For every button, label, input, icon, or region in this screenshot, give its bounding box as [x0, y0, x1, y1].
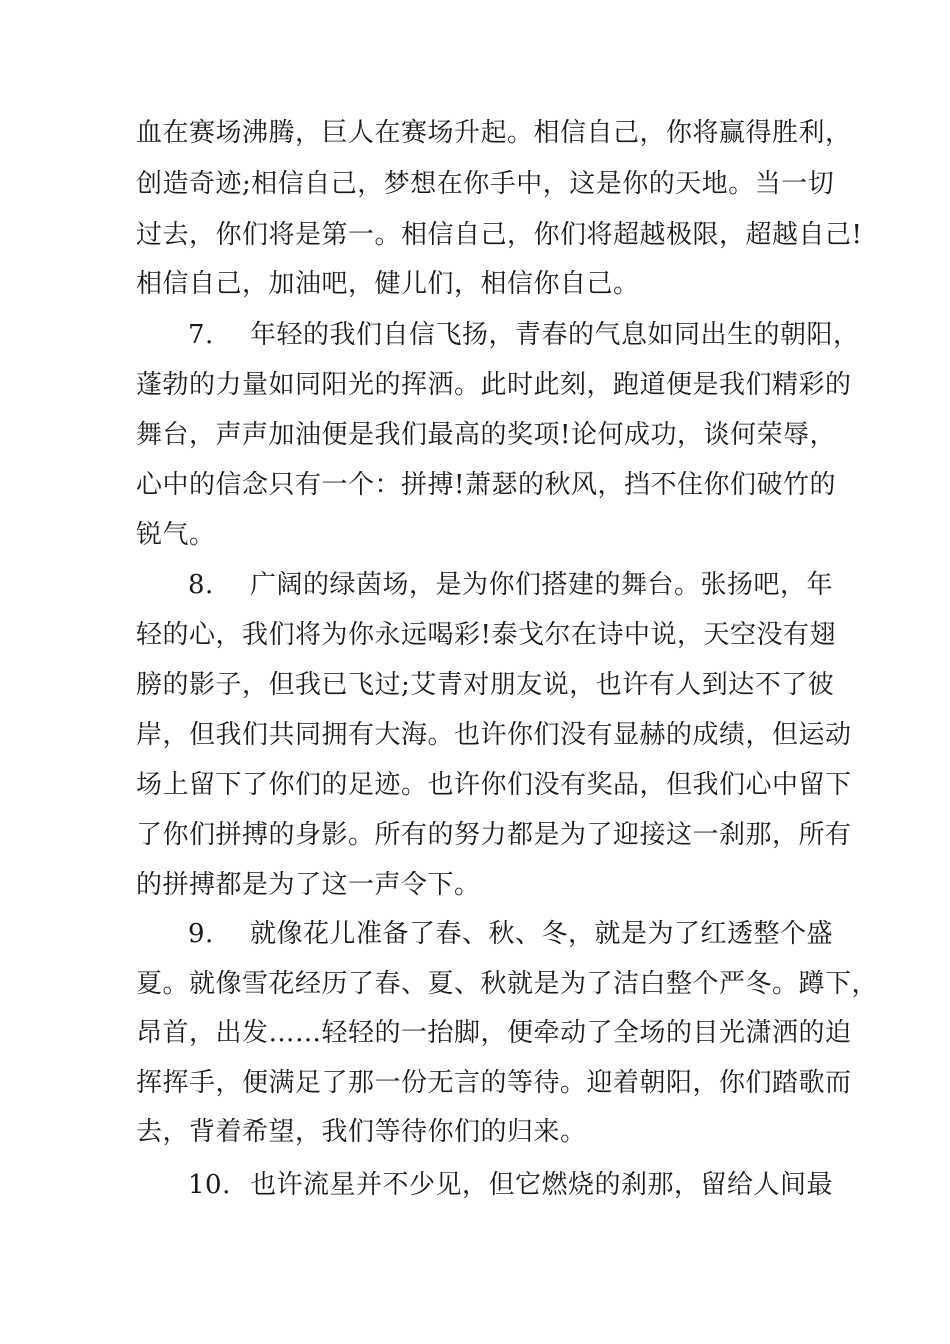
text-line: 蓬勃的力量如同阳光的挥洒。此时此刻，跑道便是我们精彩的	[136, 370, 852, 400]
text-line: 就像花儿准备了春、秋、冬，就是为了红透整个盛	[250, 919, 834, 949]
text-line: 昂首，出发……轻轻的一抬脚，便牵动了全场的目光潇洒的迫	[136, 1018, 852, 1048]
text-line: 血在赛场沸腾，巨人在赛场升起。相信自己，你将赢得胜利，	[136, 118, 852, 148]
text-line: 心中的信念只有一个：拼搏!萧瑟的秋风，挡不住你们破竹的	[136, 470, 836, 500]
text-line: 夏。就像雪花经历了春、夏、秋就是为了洁白整个严冬。蹲下，	[136, 969, 879, 999]
text-line: 舞台，声声加油便是我们最高的奖项!论何成功，谈何荣辱，	[136, 420, 836, 450]
text-line: 过去，你们将是第一。相信自己，你们将超越极限，超越自己!	[136, 220, 863, 250]
text-line: 的拼搏都是为了这一声令下。	[136, 870, 481, 900]
text-line: 广阔的绿茵场，是为你们搭建的舞台。张扬吧，年	[250, 570, 834, 600]
item-number: 10.	[188, 1170, 231, 1200]
text-line: 也许流星并不少见，但它燃烧的刹那，留给人间最	[250, 1170, 834, 1200]
item-number: 8.	[188, 570, 214, 600]
text-line: 了你们拼搏的身影。所有的努力都是为了迎接这一刹那，所有	[136, 820, 852, 850]
text-line: 相信自己，加油吧，健儿们，相信你自己。	[136, 269, 640, 299]
text-line: 锐气。	[136, 520, 216, 550]
text-line: 轻的心，我们将为你永远喝彩!泰戈尔在诗中说，天空没有翅	[136, 620, 836, 650]
item-number: 7.	[188, 320, 214, 350]
text-line: 挥挥手，便满足了那一份无言的等待。迎着朝阳，你们踏歌而	[136, 1068, 852, 1098]
text-line: 岸，但我们共同拥有大海。也许你们没有显赫的成绩，但运动	[136, 720, 852, 750]
item-number: 9.	[188, 919, 214, 949]
text-line: 场上留下了你们的足迹。也许你们没有奖品，但我们心中留下	[136, 770, 852, 800]
text-line: 创造奇迹;相信自己，梦想在你手中，这是你的天地。当一切	[136, 169, 835, 199]
text-line: 去，背着希望，我们等待你们的归来。	[136, 1117, 587, 1147]
text-line: 膀的影子，但我已飞过;艾青对朋友说，也许有人到达不了彼	[136, 670, 835, 700]
text-line: 年轻的我们自信飞扬，青春的气息如同出生的朝阳，	[250, 320, 860, 350]
